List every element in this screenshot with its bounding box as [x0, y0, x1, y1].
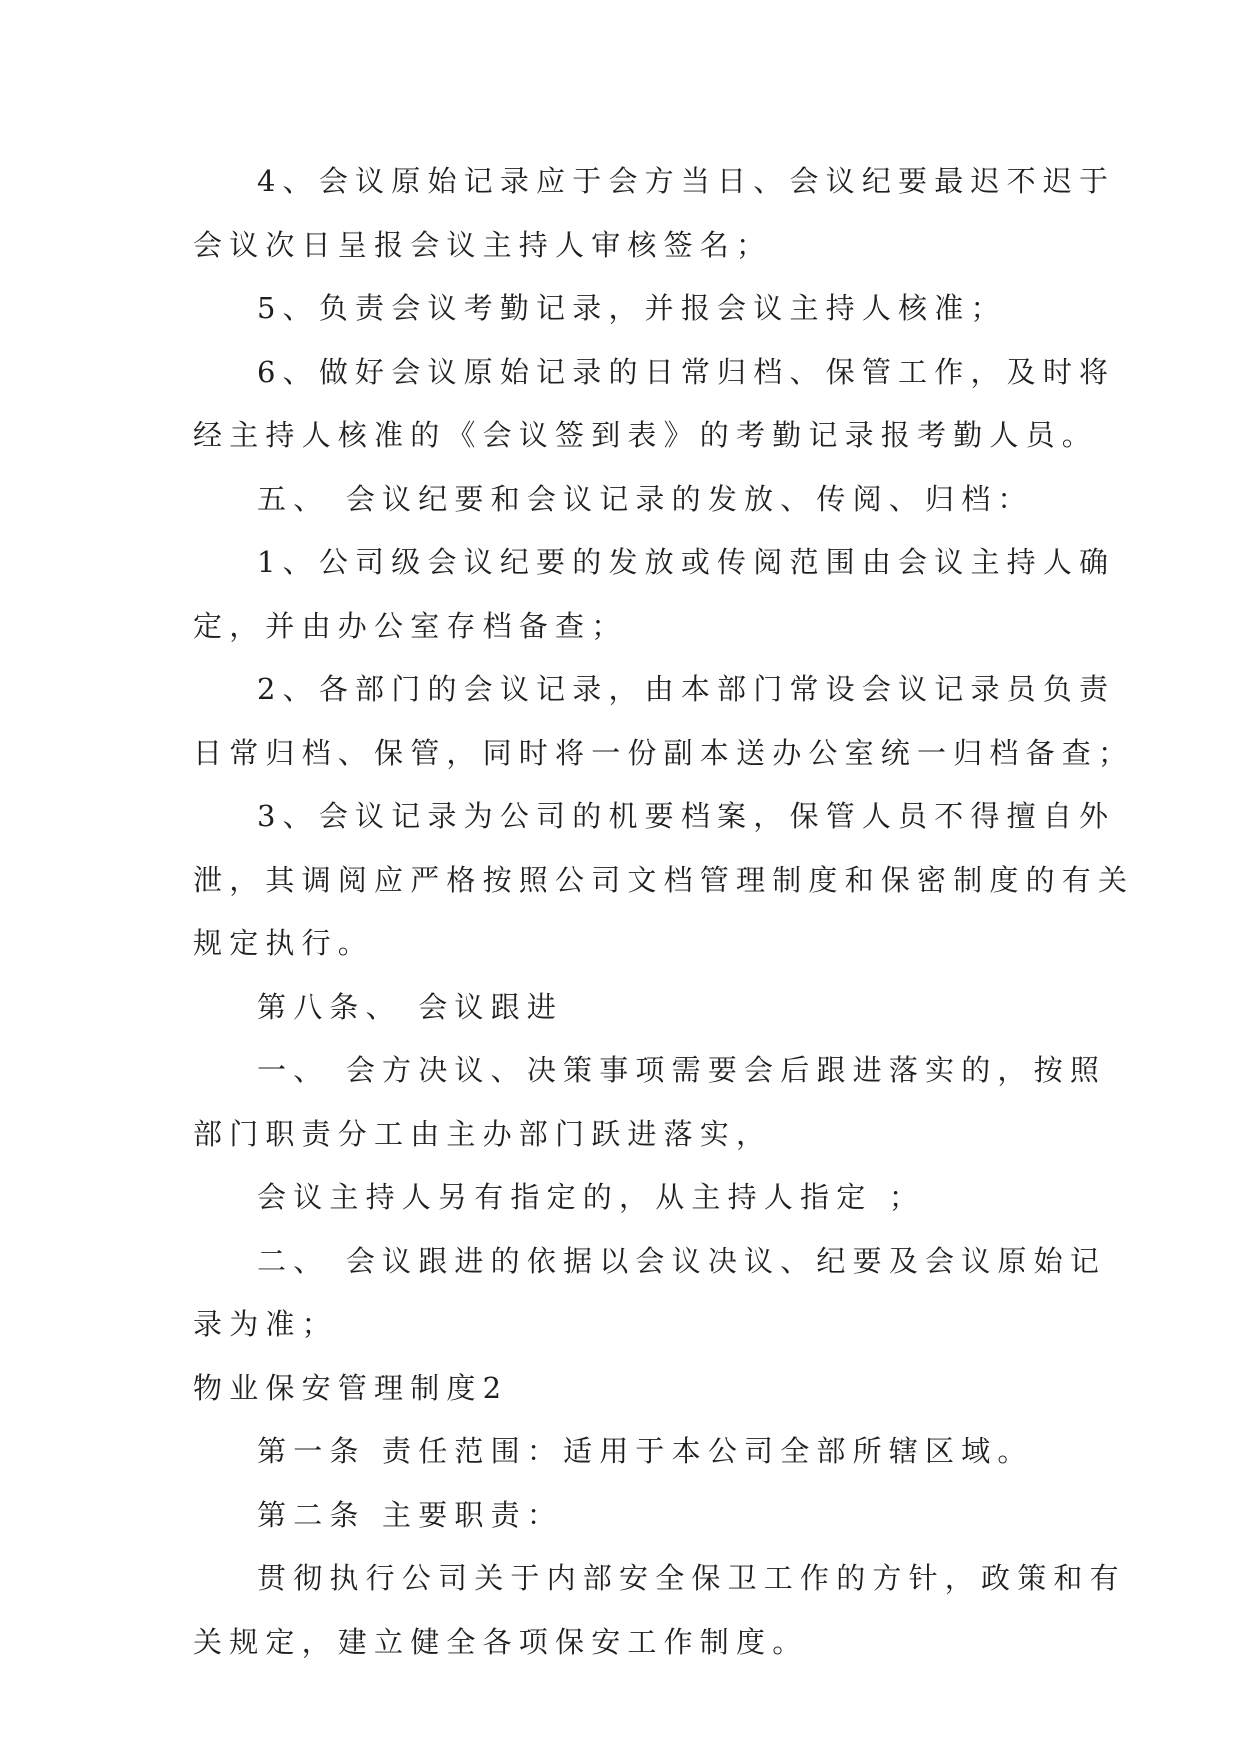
- text-line: 2、各部门的会议记录，由本部门常设会议记录员负责: [257, 672, 1116, 706]
- text-line: 定，并由办公室存档备查；: [193, 608, 628, 643]
- text-line: 会议次日呈报会议主持人审核签名；: [193, 227, 773, 262]
- text-line: 6、做好会议原始记录的日常归档、保管工作，及时将: [257, 354, 1116, 389]
- article-heading: 第二条 主要职责：: [257, 1497, 564, 1532]
- text-line: 4、会议原始记录应于会方当日、会议纪要最迟不迟于: [257, 164, 1116, 198]
- text-line: 贯彻执行公司关于内部安全保卫工作的方针，政策和有: [257, 1561, 1126, 1595]
- text-line: 关规定，建立健全各项保安工作制度。: [193, 1624, 809, 1659]
- text-line: 部门职责分工由主办部门跃进落实，: [193, 1116, 773, 1151]
- document-body: [193, 150, 1135, 1674]
- text-line: 泄，其调阅应严格按照公司文档管理制度和保密制度的有关: [193, 862, 1135, 897]
- text-line: 1、公司级会议纪要的发放或传阅范围由会议主持人确: [257, 545, 1116, 579]
- article-heading: 第八条、 会议跟进: [257, 989, 564, 1024]
- text-line: 3、会议记录为公司的机要档案，保管人员不得擅自外: [257, 799, 1116, 833]
- article-heading: 第一条 责任范围：适用于本公司全部所辖区域。: [257, 1434, 1034, 1468]
- text-line: 5、负责会议考勤记录，并报会议主持人核准；: [257, 291, 1007, 325]
- section-heading: 五、 会议纪要和会议记录的发放、传阅、归档：: [257, 481, 1034, 516]
- text-line: 一、 会方决议、决策事项需要会后跟进落实的，按照: [257, 1053, 1107, 1087]
- text-line: 二、 会议跟进的依据以会议决议、纪要及会议原始记: [257, 1243, 1107, 1278]
- text-line: 录为准；: [193, 1307, 338, 1341]
- text-line: 会议主持人另有指定的，从主持人指定 ；: [257, 1180, 926, 1214]
- document-subtitle: 物业保安管理制度2: [193, 1370, 509, 1405]
- text-line: 经主持人核准的《会议签到表》的考勤记录报考勤人员。: [193, 418, 1099, 452]
- text-line: 日常归档、保管，同时将一份副本送办公室统一归档备查；: [193, 735, 1135, 770]
- text-line: 规定执行。: [193, 926, 375, 960]
